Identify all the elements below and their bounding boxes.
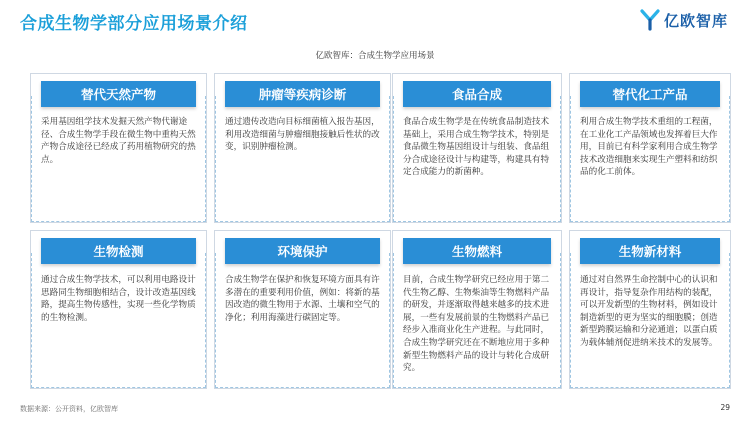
card-title: 替代天然产物 [41,81,196,107]
card-text: 食品合成生物学是在传统食品制造技术基础上，采用合成生物学技术，特别是食品微生物基因组设计与组装、食品组分合成途径设计与构建等，构建具有特定合成能力的新菌种。 [403,117,550,178]
card-tumor-diagnosis [214,73,391,223]
logo [640,9,728,31]
card-title: 食品合成 [403,81,551,107]
card-text: 通过遗传改造向目标细菌植入报告基因，利用改造细菌与肿瘤细胞接触后性状的改变，识别肿瘤检测。 [225,117,380,153]
logo-text: 亿欧智库 [663,11,728,30]
card-environment [214,230,391,389]
card-title: 生物新材料 [580,238,720,264]
card-title: 生物燃料 [403,238,551,264]
card-text: 采用基因组学技术发掘天然产物代谢途径、合成生物学手段在微生物中重构天然产物合成途径已经成了药用植物研究的热点。 [41,117,196,165]
card-title: 肿瘤等疾病诊断 [225,81,380,107]
card-text: 目前，合成生物学研究已经应用于第二代生物乙醇、生物柴油等生物燃料产品的研发，并逐渐取得越来越多的技术进展，一些有发展前景的生物燃料产品已经步入准商业化生产进程。与此同时，合成生物学研究还在不断地应用于多种新型生物燃料产品的设计与转化合成研究。 [403,275,550,374]
page-subtitle: 亿欧智库：合成生物学应用场景 [315,51,435,61]
card-food-synthesis [392,73,562,223]
card-title: 环境保护 [225,238,380,264]
card-title: 生物检测 [41,238,196,264]
card-body [215,96,390,222]
card-natural-products [30,73,207,223]
card-text: 通过合成生物学技术，可以利用电路设计思路同生物细胞相结合，设计改造基因线路，提高生物传感性，实现一些化学物质的生物检测。 [41,275,196,323]
card-bio-detection [30,230,207,389]
card-bio-materials [569,230,731,389]
card-title: 替代化工产品 [580,81,720,107]
card-text: 通过对自然界生命控制中心的认识和再设计，指导复杂作用结构的装配，可以开发新型的生物材料，例如设计制造新型的更为坚实的细胞膜；创造新型跨膜运输和分泌通道；以蛋白质为载体辅剂促进纳米技术的发展等。 [580,275,718,348]
yiou-logo-icon [640,9,660,31]
card-text: 合成生物学在保护和恢复环境方面具有许多潜在的重要利用价值，例如：将新的基因改造的微生物用于水源、土壤和空气的净化；利用海藻进行碳固定等。 [225,275,380,323]
card-chemical-products [569,73,731,223]
card-biofuel [392,230,562,389]
card-text: 利用合成生物学技术重组的工程菌，在工业化工产品领域也发挥着巨大作用，目前已有科学家利用合成生物学技术改造细胞来实现生产塑料和纺织品的化工前体。 [580,117,718,178]
page-number: 29 [720,403,730,412]
data-source: 数据来源：公开资料，亿欧智库 [20,405,118,413]
page-title: 合成生物学部分应用场景介绍 [20,14,248,34]
